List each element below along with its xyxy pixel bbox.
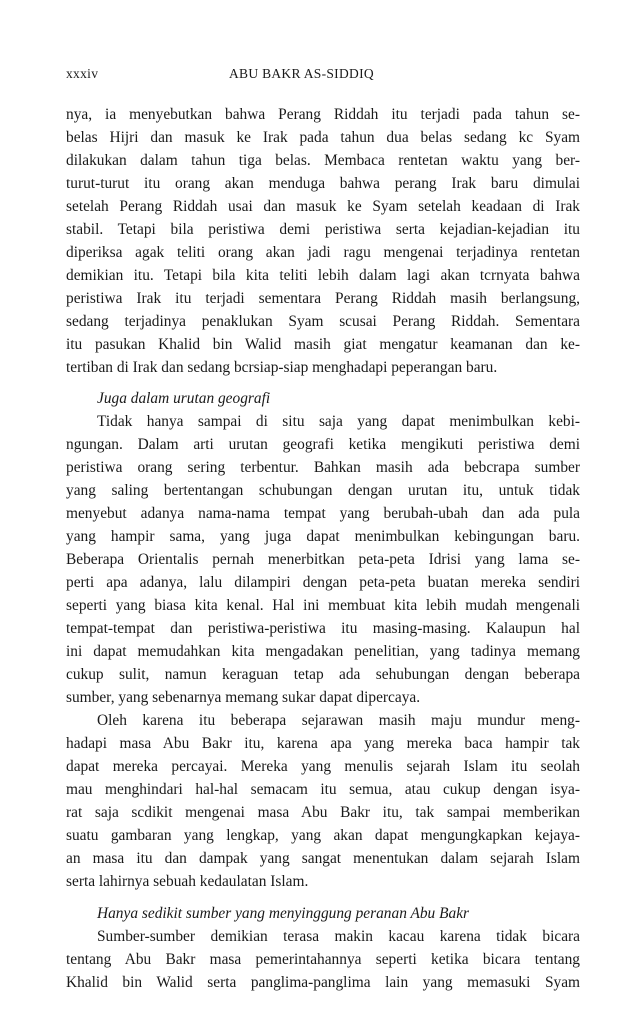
text-line: Beberapa Orientalis pernah menerbitkan peta-peta Idrisi yang lama se-: [66, 551, 580, 568]
text-line: demikian itu. Tetapi bila kita teliti lebih dalam lagi akan tcrnyata bahwa: [66, 267, 580, 284]
text-line: Oleh karena itu beberapa sejarawan masih maju mundur meng-: [97, 712, 580, 729]
page-body: [66, 103, 580, 994]
text-line: setelah Perang Riddah usai dan masuk ke Syam setelah keadaan di Irak: [66, 198, 580, 215]
text-line: mau menghindari hal-hal semacam itu semua, atau cukup dengan isya-: [66, 781, 580, 798]
text-line: diperiksa agak teliti orang akan jadi ragu mengenai terjadinya rentetan: [66, 244, 580, 261]
text-line: sumber, yang sebenarnya memang sukar dapat dipercaya.: [66, 689, 421, 706]
section-geografi: [66, 387, 580, 709]
text-line: ini dapat memudahkan kita mengadakan penelitian, yang tadinya memang: [66, 643, 580, 660]
text-line: itu pasukan Khalid bin Walid masih giat mengatur keamanan dan ke-: [66, 336, 580, 353]
text-line: tertiban di Irak dan sedang bcrsiap-siap menghadapi peperangan baru.: [66, 359, 498, 376]
text-line: sedang terjadinya penaklukan Syam scusai Perang Riddah. Sementara: [66, 313, 580, 330]
text-line: yang saling bertentangan schubungan dengan urutan itu, untuk tidak: [66, 482, 580, 499]
text-line: rat saja scdikit mengenai masa Abu Bakr itu, tak sampai memberikan: [66, 804, 580, 821]
text-line: seperti yang biasa kita kenal. Hal ini membuat kita lebih mudah mengenali: [66, 597, 580, 614]
text-line: perti apa adanya, lalu dilampiri dengan peta-peta buatan mereka sendiri: [66, 574, 580, 591]
page-header: [66, 66, 580, 88]
running-title: ABU BAKR AS-SIDDIQ: [229, 66, 374, 81]
text-line: peristiwa Irak itu terjadi sementara Perang Riddah masih berlangsung,: [66, 290, 580, 307]
section-peranan-abu-bakr: [66, 902, 580, 994]
text-line: Sumber-sumber demikian terasa makin kacau karena tidak bicara: [97, 928, 580, 945]
book-page: [66, 66, 580, 994]
text-line: dilakukan dalam tahun tiga belas. Membaca rentetan waktu yang ber-: [66, 152, 580, 169]
text-line: stabil. Tetapi bila peristiwa demi peristiwa serta kejadian-kejadian itu: [66, 221, 580, 238]
text-line: tentang Abu Bakr masa pemerintahannya seperti ketika bicara tentang: [66, 951, 580, 968]
section-heading: Juga dalam urutan geografi: [97, 390, 271, 407]
text-line: dapat mereka percayai. Mereka yang menulis sejarah Islam itu seolah: [66, 758, 580, 775]
paragraph-1: [66, 103, 580, 379]
text-line: Khalid bin Walid serta panglima-panglima lain yang memasuki Syam: [66, 974, 580, 991]
text-line: cukup sulit, namun keraguan tetap ada sehubungan dengan beberapa: [66, 666, 580, 683]
text-line: belas Hijri dan masuk ke Irak pada tahun dua belas sedang kc Syam: [66, 129, 580, 146]
text-line: serta lahirnya sebuah kedaulatan Islam.: [66, 873, 309, 890]
text-line: tempat-tempat dan peristiwa-peristiwa itu masing-masing. Kalaupun hal: [66, 620, 580, 637]
section-heading: Hanya sedikit sumber yang menyinggung peranan Abu Bakr: [97, 905, 470, 922]
text-line: nya, ia menyebutkan bahwa Perang Riddah itu terjadi pada tahun se-: [66, 106, 580, 123]
text-line: menyebut adanya nama-nama tempat yang berubah-ubah dan ada pula: [66, 505, 580, 522]
text-line: hadapi masa Abu Bakr itu, karena apa yang mereka baca hampir tak: [66, 735, 580, 752]
text-line: yang hampir sama, yang juga dapat menimbulkan kebingungan baru.: [66, 528, 580, 545]
text-line: an masa itu dan dampak yang sangat menentukan dalam sejarah Islam: [66, 850, 580, 867]
text-line: turut-turut itu orang akan menduga bahwa perang Irak baru dimulai: [66, 175, 580, 192]
text-line: Tidak hanya sampai di situ saja yang dapat menimbulkan kebi-: [97, 413, 580, 430]
paragraph-3: [66, 709, 580, 893]
text-line: peristiwa orang sering terbentur. Bahkan masih ada bebcrapa sumber: [66, 459, 580, 476]
page-number: xxxiv: [66, 66, 99, 81]
text-line: ngungan. Dalam arti urutan geografi ketika mengikuti peristiwa demi: [66, 436, 580, 453]
text-line: suatu gambaran yang lengkap, yang akan dapat mengungkapkan kejaya-: [66, 827, 580, 844]
